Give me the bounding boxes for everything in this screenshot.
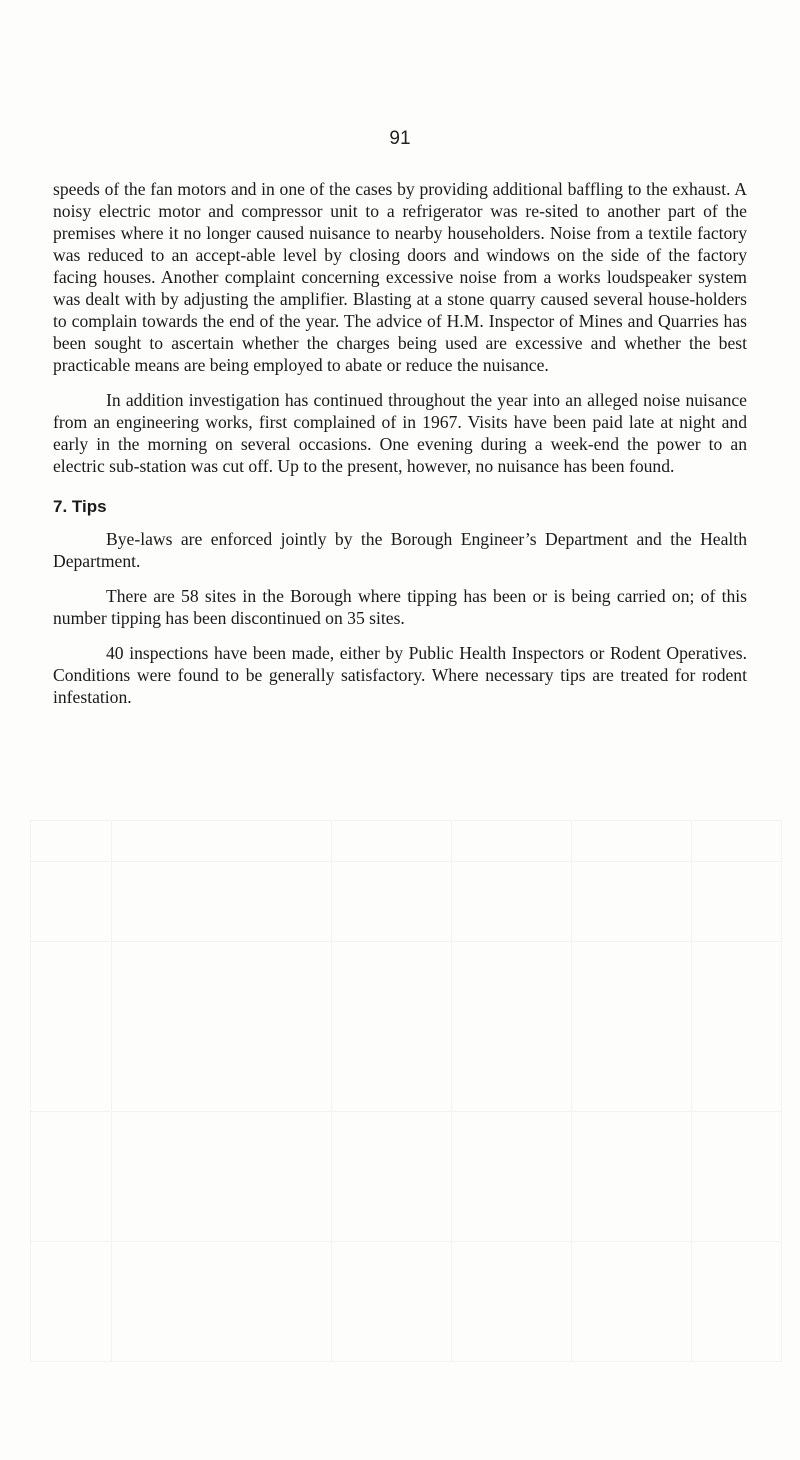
section-heading-tips: 7. Tips [53,497,107,516]
paragraph-tipping-sites: There are 58 sites in the Borough where tipping has been or is being carried on; of this number tipping has been discontinued on 35 sites. [53,586,747,628]
paragraph-bye-laws: Bye-laws are enforced jointly by the Borough Engineer’s Department and the Health Department. [53,529,747,571]
paragraph-inspections: 40 inspections have been made, either by Public Health Inspectors or Rodent Operatives. Conditions were found to be generally satisfactory. Where necessary tips are treated for rodent infestation. [53,643,747,707]
paragraph-engineering-works: In addition investigation has continued throughout the year into an alleged noise nuisance from an engineering works, first complained of in 1967. Visits have been paid late at night and early in the morning on several occasions. One evening during a week-end the power to an electric sub-station was cut off. Up to the present, however, no nuisance has been found. [53,390,747,476]
page-number: 91 [389,128,411,149]
show-through-table [30,820,782,1362]
body-text [53,178,747,721]
paragraph-noise-continued: speeds of the fan motors and in one of the cases by providing additional baffling to the exhaust. A noisy electric motor and compressor unit to a refrigerator was re-sited to another part of the premises where it no longer caused nuisance to nearby householders. Noise from a textile factory was reduced to an accept-able level by closing doors and windows on the side of the factory facing houses. Another complaint concerning excessive noise from a works loudspeaker system was dealt with by adjusting the amplifier. Blasting at a stone quarry caused several house-holders to complain towards the end of the year. The advice of H.M. Inspector of Mines and Quarries has been sought to ascertain whether the charges being used are excessive and whether the best practicable means are being employed to abate or reduce the nuisance. [53,179,747,375]
